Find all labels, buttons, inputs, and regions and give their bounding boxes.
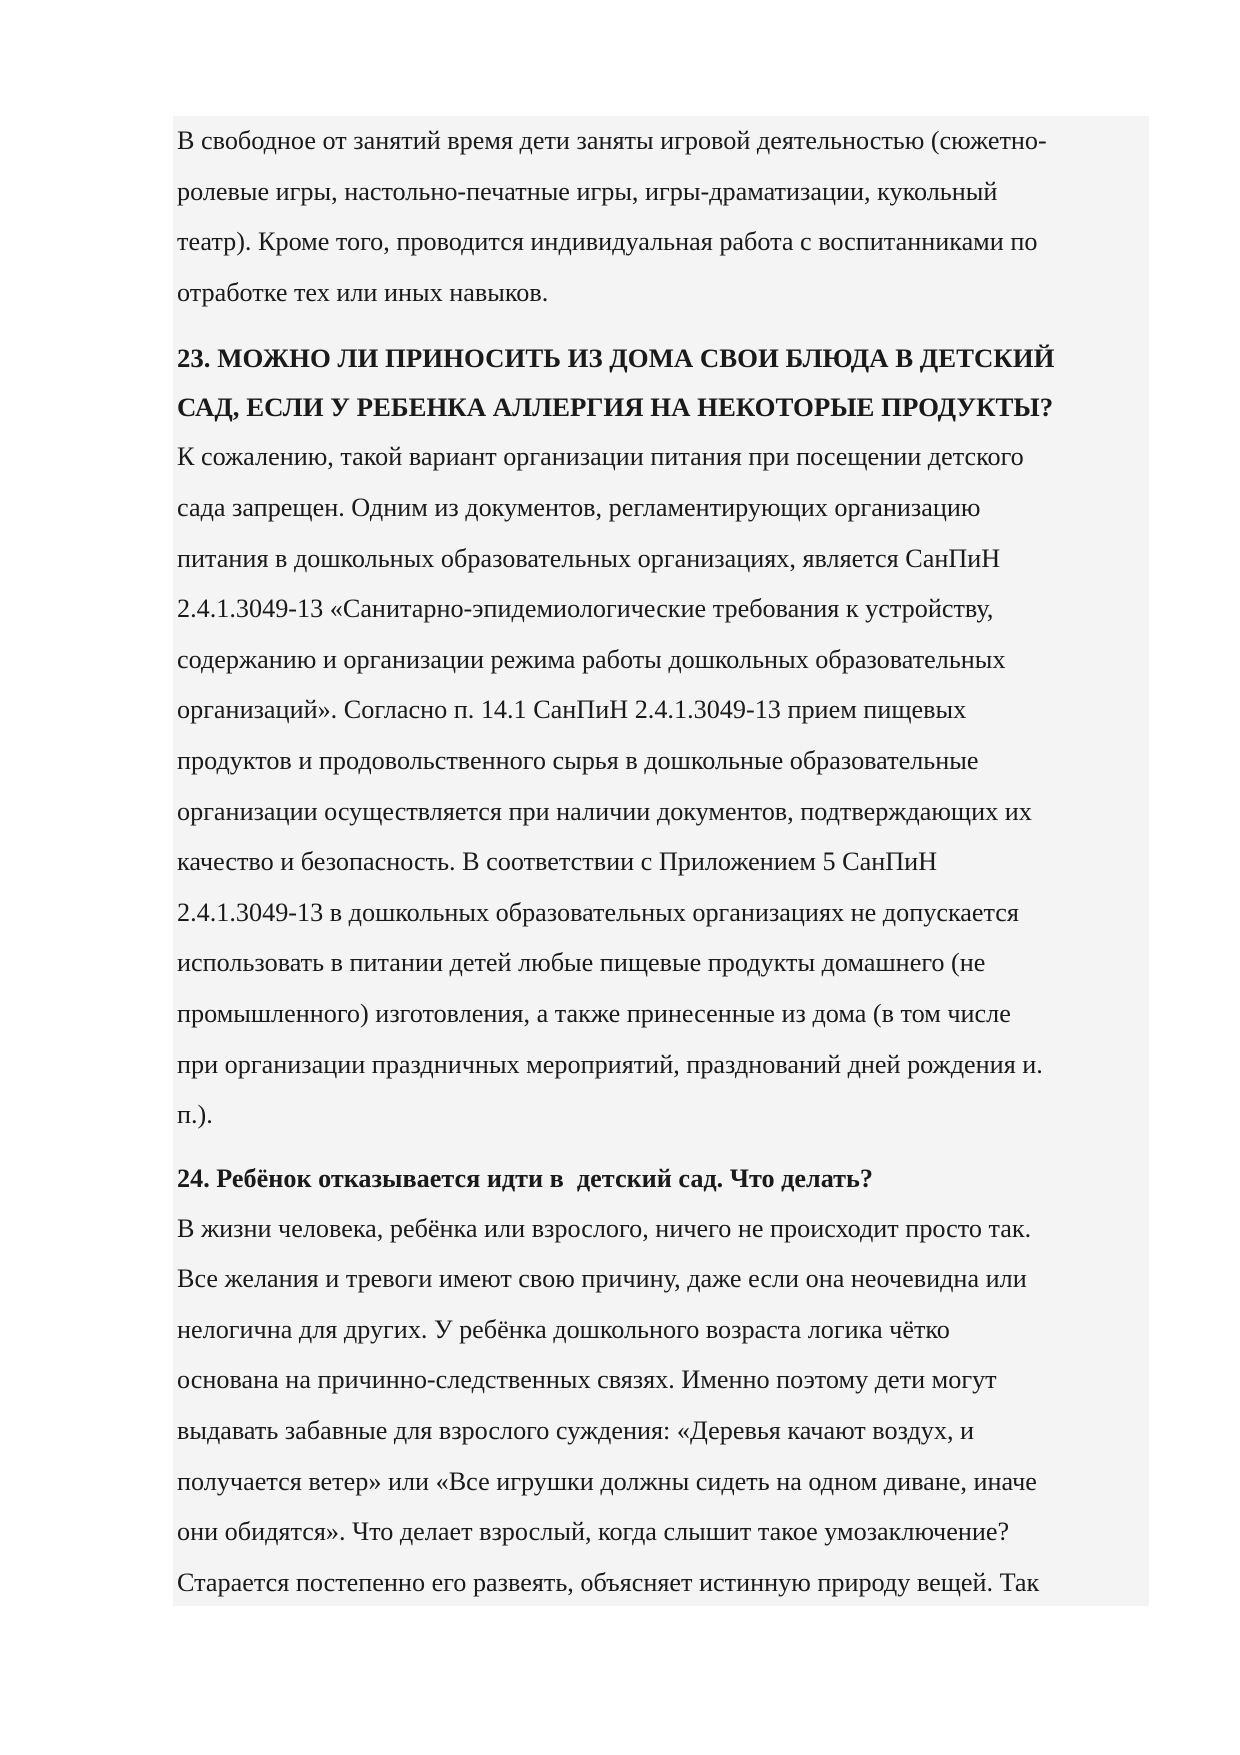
- text-line: получается ветер» или «Все игрушки должны сидеть на одном диване, иначе: [177, 1466, 1037, 1496]
- text-line: продуктов и продовольственного сырья в дошкольные образовательные: [177, 745, 979, 775]
- text-line: Старается постепенно его развеять, объясняет истинную природу вещей. Так: [177, 1567, 1040, 1597]
- text-line: театр). Кроме того, проводится индивидуальная работа с воспитанниками по: [177, 227, 1038, 257]
- text-line: 2.4.1.3049-13 в дошкольных образовательных организациях не допускается: [177, 897, 1019, 927]
- text-line: выдавать забавные для взрослого суждения: «Деревья качают воздух, и: [177, 1416, 975, 1446]
- text-line: питания в дошкольных образовательных организациях, является СанПиН: [177, 543, 1001, 573]
- text-line: при организации праздничных мероприятий, празднований дней рождения и.: [177, 1049, 1043, 1079]
- text-line: В свободное от занятий время дети заняты игровой деятельностью (сюжетно-: [177, 126, 1047, 155]
- text-line: использовать в питании детей любые пищевые продукты домашнего (не: [177, 948, 986, 978]
- text-line: Все желания и тревоги имеют свою причину, даже если она неочевидна или: [177, 1264, 1027, 1294]
- text-line: отработке тех или иных навыков.: [177, 277, 549, 307]
- text-line: качество и безопасность. В соответствии с Приложением 5 СанПиН: [177, 847, 938, 877]
- section-spacer: [177, 1141, 1149, 1154]
- section-23-heading: [177, 334, 1149, 432]
- text-line: В жизни человека, ребёнка или взрослого, ничего не происходит просто так.: [177, 1213, 1032, 1243]
- section-spacer: [177, 318, 1149, 334]
- text-line: организаций». Согласно п. 14.1 СанПиН 2.4.1.3049-13 прием пищевых: [177, 695, 967, 725]
- text-line: сада запрещен. Одним из документов, регламентирующих организацию: [177, 492, 981, 522]
- text-line: основана на причинно-следственных связях. Именно поэтому дети могут: [177, 1365, 997, 1395]
- text-line: организации осуществляется при наличии документов, подтверждающих их: [177, 796, 1032, 826]
- heading-line: САД, ЕСЛИ У РЕБЕНКА АЛЛЕРГИЯ НА НЕКОТОРЫЕ ПРОДУКТЫ?: [177, 392, 1054, 423]
- text-line: нелогична для других. У ребёнка дошкольного возраста логика чётко: [177, 1314, 950, 1344]
- heading-line: 23. МОЖНО ЛИ ПРИНОСИТЬ ИЗ ДОМА СВОИ БЛЮДА В ДЕТСКИЙ: [177, 343, 1055, 374]
- text-line: содержанию и организации режима работы дошкольных образовательных: [177, 644, 1006, 674]
- section-24-body: [177, 1204, 1149, 1609]
- section-24-heading: 24. Ребёнок отказывается идти в детский сад. Что делать?: [177, 1163, 873, 1193]
- intro-paragraph: [177, 116, 1149, 318]
- highlighted-text-block: [173, 116, 1149, 1606]
- text-line: п.).: [177, 1100, 213, 1130]
- text-line: К сожалению, такой вариант организации питания при посещении детского: [177, 442, 1024, 472]
- text-line: 2.4.1.3049-13 «Санитарно-эпидемиологические требования к устройству,: [177, 594, 994, 624]
- section-23-body: [177, 432, 1149, 1140]
- text-line: ролевые игры, настольно-печатные игры, игры-драматизации, кукольный: [177, 176, 998, 206]
- text-line: промышленного) изготовления, а также принесенные из дома (в том числе: [177, 998, 1011, 1028]
- text-line: они обидятся». Что делает взрослый, когда слышит такое умозаключение?: [177, 1517, 1010, 1547]
